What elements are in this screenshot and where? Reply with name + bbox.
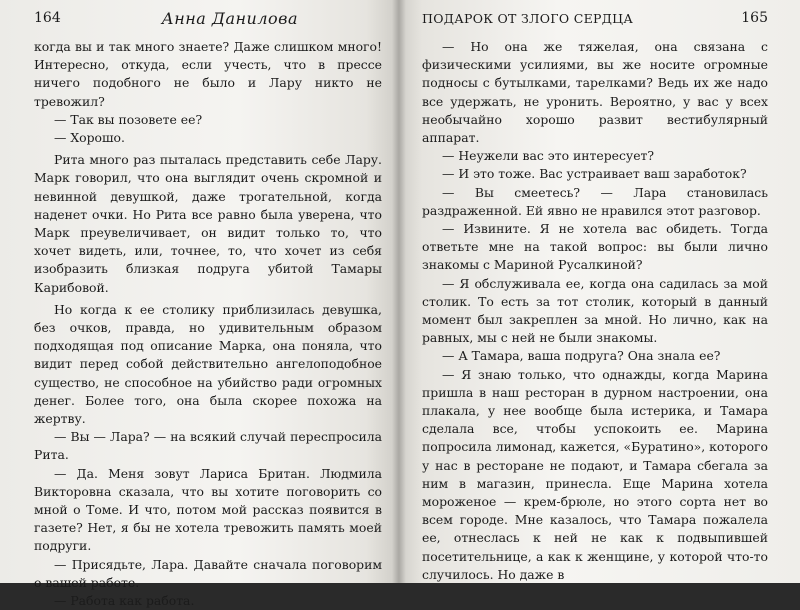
paragraph: Но когда к ее столику приблизилась девушка, без очков, правда, но удивительным образом подходящая под описание Марка, она поняла, что видит перед собой действительно ангелоподобное существо, не способное на убийство ради огромных денег. Более того, она была скорее похожа на жертву. xyxy=(34,301,382,427)
paragraph: — Неужели вас это интересует? xyxy=(442,148,655,164)
book-title: ПОДАРОК ОТ ЗЛОГО СЕРДЦА xyxy=(422,10,634,26)
paragraph: — Извините. Я не хотела вас обидеть. Тогда ответьте мне на такой вопрос: вы были лично знакомы с Мариной Русалкиной? xyxy=(422,221,768,273)
right-page-number: 165 xyxy=(741,10,768,26)
left-page-header xyxy=(34,4,382,32)
paragraph: — Вы — Лара? — на всякий случай переспросила Рита. xyxy=(34,429,382,463)
right-page xyxy=(398,0,800,583)
paragraph: — Так вы позовете ее? xyxy=(54,111,203,127)
paragraph: — Работа как работа. xyxy=(54,593,195,609)
paragraph: — Я обслуживала ее, когда она садилась за мой столик. То есть за тот столик, который в данный момент был закреплен за мной. Но лично, как на равных, мы с ней не были знакомы. xyxy=(422,275,768,346)
paragraph: — Но она же тяжелая, она связана с физическими усилиями, вы же носите огромные подносы с бутылками, тарелками? Ведь их же надо все удержать, не уронить. Вероятно, у вас у всех необычайно хорошо развит вестибулярный аппарат. xyxy=(422,39,768,146)
left-page xyxy=(0,0,398,609)
paragraph: — Хорошо. xyxy=(54,130,125,146)
paragraph: — Да. Меня зовут Лариса Британ. Людмила Викторовна сказала, что вы хотите поговорить со мной о Томе. И что, потом мой рассказ появится в газете? Нет, я бы не хотела тревожить память моей подруги. xyxy=(34,465,382,554)
paragraph: — А Тамара, ваша подруга? Она знала ее? xyxy=(442,348,721,364)
left-page-text xyxy=(34,38,382,610)
paragraph: Рита много раз пыталась представить себе Лару. Марк говорил, что она выглядит очень скромной и невинной девушкой, даже трогательной, когда наденет очки. Но Рита все равно была уверена, что Марк преувеличивает, он видит только то, что хочет видеть, или, точнее, то, что хочет из себя изобразить близкая подруга убитой Тамары Карибовой. xyxy=(34,152,382,295)
paragraph: когда вы и так много знаете? Даже слишком много! Интересно, откуда, если учесть, что в прессе ничего подобного не было и Лару никто не тревожил? xyxy=(34,39,382,109)
author-name: Анна Данилова xyxy=(161,8,298,28)
left-page-number: 164 xyxy=(34,10,61,26)
paragraph: — Присядьте, Лара. Давайте сначала поговорим о вашей работе. xyxy=(34,556,382,590)
paragraph: — Вы смеетесь? — Лара становилась раздраженной. Ей явно не нравился этот разговор. xyxy=(422,184,768,218)
paragraph: — Я знаю только, что однажды, когда Марина пришла в наш ресторан в дурном настроении, она плакала, у нее вообще была истерика, и Тамара сделала все, чтобы успокоить ее. Марина попросила лимонад, кажется, «Буратино», которого у нас в ресторане не подают, и Тамара сбегала за ним в магазин, принесла. Еще Марина хотела мороженое — крем-брюле, но этого сорта нет во всем городе. Мне казалось, что Тамара пожалела ее, отнеслась к ней не как к подвыпившей посетительнице, а как к женщине, у которой что-то случилось. Но даже в xyxy=(422,366,768,582)
paragraph: — И это тоже. Вас устраивает ваш заработок? xyxy=(442,166,747,182)
right-page-header xyxy=(422,4,768,32)
right-page-text xyxy=(422,38,768,584)
